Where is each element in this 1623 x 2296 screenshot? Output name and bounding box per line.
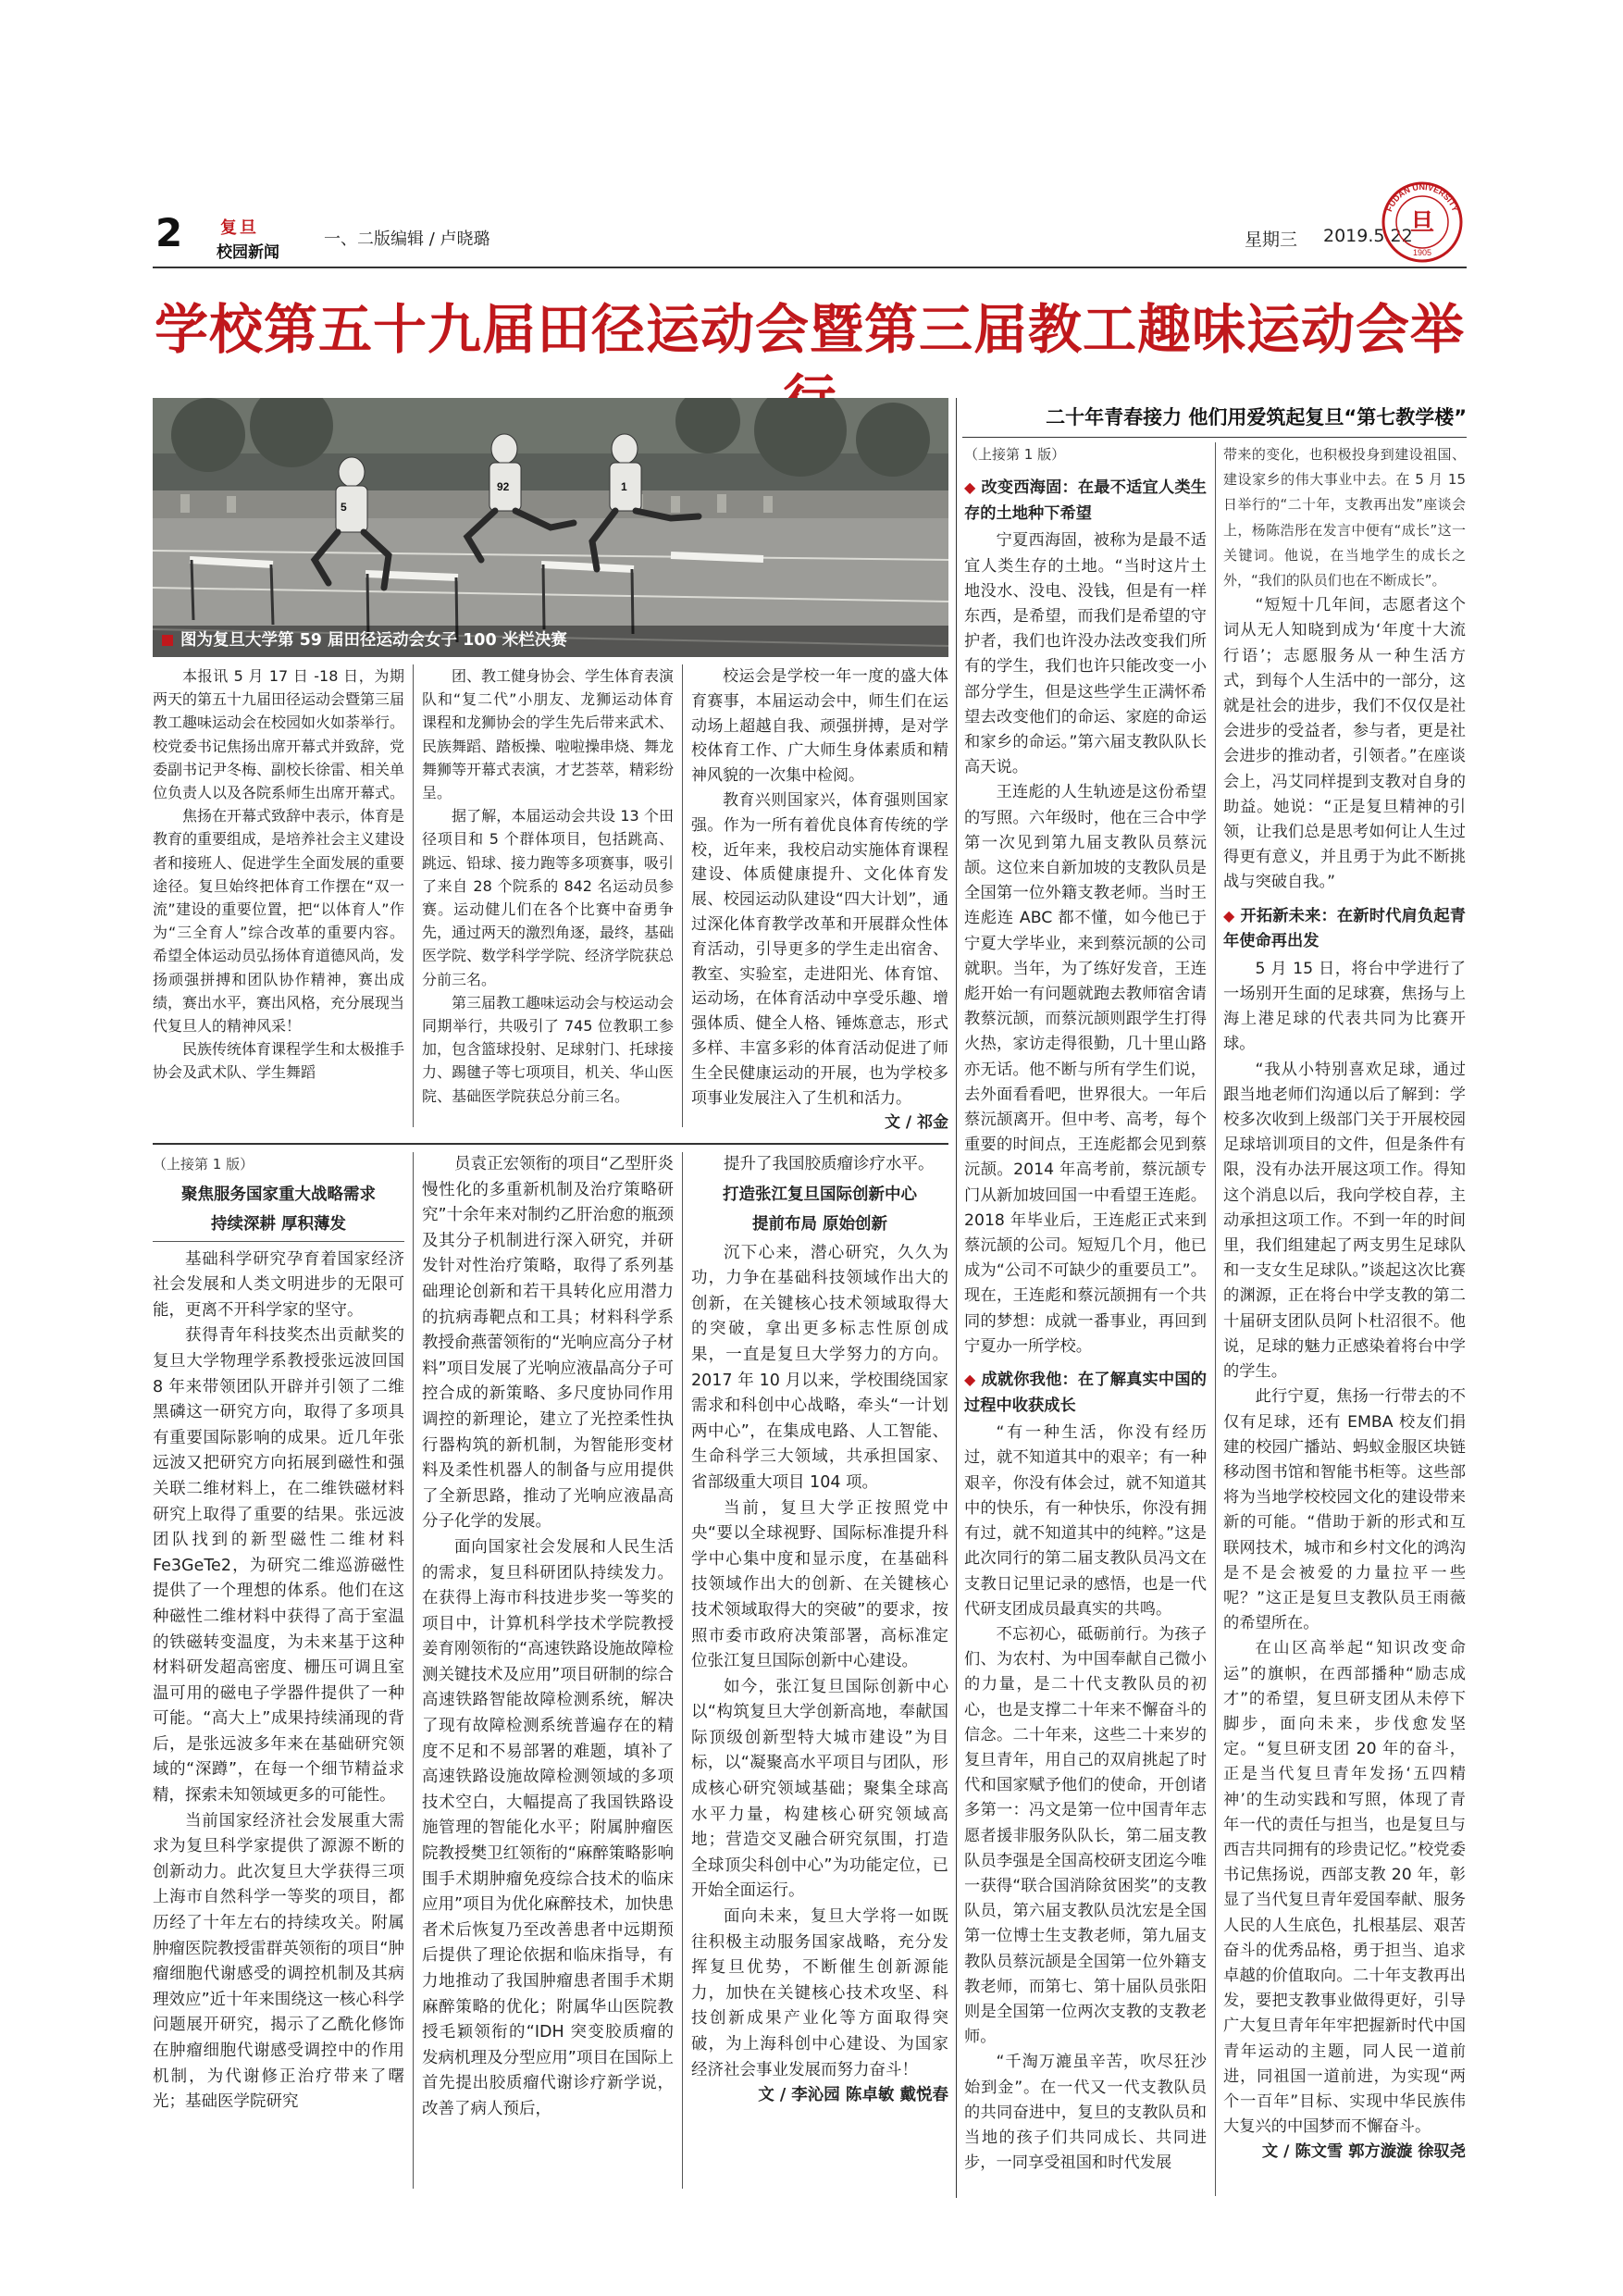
svg-text:5: 5 — [341, 501, 347, 514]
seal-icon — [1381, 180, 1464, 264]
teaching-paragraph: 不忘初心，砥砺前行。为孩子们、为农村、为中国奉献自己微小的力量，是二十代支教队员的初心，也是支撑二十年来不懈奋斗的信念。二十年来，这些二十来岁的复旦青年，用自己的双肩挑起了时代和国家赋予他们的使命，开创诸多第一：冯文是第一位中国青年志愿者援非服务队队长，第二届支教队员李强是全国高校研支团迄今唯一获得“联合国消除贫困奖”的支教队员，第六届支教队员沈宏是全国第一位博士生支教老师，第九届支教队员蔡沅颉是全国第一位外籍支教老师，而第七、第十届队员张阳则是全国第一位两次支教的支教老师。 — [964, 1624, 1207, 2047]
science-subtitle-2: 持续深耕 厚积薄发 — [210, 1214, 347, 1234]
science-paragraph: 面向国家社会发展和人民生活的需求，复旦科研团队持续发力。在获得上海市科技进步奖一等奖的项目中，计算机科学技术学院教授姜育刚领衔的“高速铁路设施故障检测关键技术及应用”项目研制的综合高速铁路智能故障检测系统，解决了现有故障检测系统普遍存在的精度不足和不易部署的难题，填补了高速铁路设施故障检测领域的多项技术空白，大幅提高了我国铁路设施管理的智能化水平；附属肿瘤医院教授樊卫红领衔的“麻醉策略影响围手术期肿瘤免疫综合技术的临床应用”项目为优化麻醉技术，加快患者术后恢复乃至改善患者中远期预后提供了理论依据和临床指导，有力地推动了我国肿瘤患者围手术期麻醉策略的优化；附属华山医院教授毛颖领衔的“IDH 突变胶质瘤的发病机理及分型应用”项目在国际上首先提出胶质瘤代谢诊疗新学说，改善了病人预后， — [422, 1537, 674, 2118]
science-mid-subtitle-2: 提前布局 原始创新 — [751, 1214, 888, 1234]
science-col-3 — [691, 1152, 948, 2198]
photo-caption: 图为复旦大学第 59 届田径运动会女子 100 米栏决赛 — [180, 631, 567, 650]
column-divider — [1215, 442, 1216, 2196]
sports-col-1 — [153, 664, 404, 1136]
svg-text:旦: 旦 — [1409, 209, 1435, 237]
teaching-paragraph: 宁夏西海固，被称为是最不适宜人类生存的土地。“当时这片土地没水、没电、没钱，但是有一样东西，是希望，而我们是希望的守护者，我们也许没办法改变我们所有的学生，我们也许只能改变一小部分学生，但是这些学生正满怀希望去改变他们的命运、家庭的命运和家乡的命运。”第六届支教队队长高天说。 — [964, 531, 1207, 777]
sports-paragraph: 校运会是学校一年一度的盛大体育赛事，本届运动会中，师生们在运动场上超越自我、顽强拼搏，是对学校体育工作、广大师生身体素质和精神风貌的一次集中检阅。 — [691, 667, 948, 786]
header-rule — [153, 267, 1467, 268]
column-divider — [956, 398, 957, 2198]
teaching-paragraph: 此行宁夏，焦扬一行带去的不仅有足球，还有 EMBA 校友们捐建的校园广播站、蚂蚁金服区块链移动图书馆和智能书柜等。这些部将为当地学校校园文化的建设带来新的可能。“借助于新的形式和互联网技术，城市和乡村文化的鸿沟是不是会被爱的力量拉平一些呢？”这正是复旦支教队员王雨薇的希望所在。 — [1223, 1387, 1466, 1633]
science-paragraph: 提升了我国胶质瘤诊疗水平。 — [724, 1155, 935, 1173]
hurdles-race-image — [153, 398, 948, 657]
svg-text:92: 92 — [497, 480, 510, 493]
teaching-paragraph: “短短十几年间，志愿者这个词从无人知晓到成为‘年度十大流行语’；志愿服务从一种生活方式，到每个人生活中的一部分，这就是社会的进步，我们不仅仅是社会进步的受益者，参与者，更是社会进步的推动者，引领者。”在座谈会上，冯艾同样提到支教对自身的助益。她说：“正是复旦精神的引领，让我们总是思考如何让人生过得更有意义，并且勇于为此不断挑战与突破自我。” — [1223, 596, 1466, 892]
teaching-section-heading: ◆ 开拓新未来：在新时代肩负起青年使命再出发 — [1223, 906, 1466, 951]
sports-paragraph: 焦扬在开幕式致辞中表示，体育是教育的重要组成，是培养社会主义建设者和接班人、促进学生全面发展的重要途径。复旦始终把体育工作摆在“双一流”建设的重要位置，把“以体育人”作为“三全育人”综合改革的重要内容。希望全体运动员弘扬体育道德风尚，发扬顽强拼搏和团队协作精神，赛出成绩，赛出水平，赛出风格，充分展现当代复旦人的精神风采！ — [153, 807, 404, 1036]
science-paragraph: 面向未来，复旦大学将一如既往积极主动服务国家战略，充分发挥复旦优势，不断催生创新源能力，加快在关键核心技术攻坚、科技创新成果产业化等方面取得突破，为上海科创中心建设、为国家经济社会事业发展而努力奋斗！ — [691, 1907, 948, 2079]
sports-paragraph: 团、教工健身协会、学生体育表演队和“复二代”小朋友、龙狮运动体育课程和龙狮协会的学生先后带来武术、民族舞蹈、踏板操、啦啦操串烧、舞龙舞狮等开幕式表演，才艺荟萃，精彩纷呈。 — [422, 667, 674, 802]
science-subtitle-1: 聚焦服务国家重大战略需求 — [181, 1185, 376, 1204]
science-paragraph: 员袁正宏领衔的项目“乙型肝炎慢性化的多重新机制及治疗策略研究”十余年来对制约乙肝治愈的瓶颈及其分子机制进行深入研究，并研发针对性治疗策略，取得了系列基础理论创新和若干具转化应用潜力的抗病毒靶点和工具；材料科学系教授俞燕蕾领衔的“光响应高分子材料”项目发展了光响应液晶高分子可控合成的新策略、多尺度协同作用调控的新理论，建立了光控柔性执行器构筑的新机制，为智能形变材料及柔性机器人的制备与应用提供了全新思路，推动了光响应液晶高分子化学的发展。 — [422, 1155, 674, 1532]
science-mid-subtitle-1: 打造张江复旦国际创新中心 — [723, 1185, 917, 1204]
teaching-paragraph: 王连彪的人生轨迹是这份希望的写照。六年级时，他在三合中学第一次见到第九届支教队员蔡沅颉。这位来自新加坡的支教队员是全国第一位外籍支教老师。当时王连彪连 ABC 都不懂，如今他已于宁夏大学毕业，来到蔡沅颉的公司就职。当年，为了练好发音，王连彪开始一有问题就跑去教师宿舍请教蔡沅颉，而蔡沅颉则跟学生打得火热，家访走得很勤，几十里山路亦无话。他不断与所有学生们说，去外面看看吧，世界很大。一年后蔡沅颉离开。但中考、高考，每个重要的时间点，王连彪都会见到蔡沅颉。2014 年高考前，蔡沅颉专门从新加坡回国一中看望王连彪。2018 年毕业后，王连彪正式来到蔡沅颉的公司。短短几个月，他已成为“公司不可缺少的重要员工”。现在，王连彪和蔡沅颉拥有一个共同的梦想：成就一番事业，再回到宁夏办一所学校。 — [964, 783, 1207, 1356]
issue-date: 2019.5.22 — [1323, 226, 1413, 246]
teaching-col-2 — [1223, 442, 1466, 2196]
university-seal — [1381, 180, 1464, 264]
science-paragraph: 获得青年科技奖杰出贡献奖的复旦大学物理学系教授张远波回国 8 年来带领团队开辟并引领了二维黑磷这一研究方向，取得了多项具有重要国际影响的成果。近几年张远波又把研究方向拓展到磁性和强关联二维材料上，在二维铁磁材料研究上取得了重要的结果。张远波团队找到的新型磁性二维材料 Fe3GeTe2，为研究二维巡游磁性提供了一个理想的体系。他们在这种磁性二维材料中获得了高于室温的铁磁转变温度，为未来基于这种材料研发超高密度、栅压可调且室温可用的磁电子学器件提供了一种可能。“高大上”成果持续涌现的背后，是张远波多年来在基础研究领域的“深蹲”，在每一个细节精益求精，探索未知领域更多的可能性。 — [153, 1326, 404, 1806]
masthead-section: 校园新闻 — [217, 243, 279, 262]
teaching-paragraph: “有一种生活，你没有经历过，就不知道其中的艰辛；有一种艰辛，你没有体会过，就不知道其中的快乐，有一种快乐，你没有拥有过，就不知道其中的纯粹。”这是此次同行的第二届支教队员冯文在支教日记里记录的感悟，也是一代代研支团成员最真实的共鸣。 — [964, 1423, 1207, 1619]
diamond-icon: ◆ — [964, 478, 976, 497]
sports-paragraph: 据了解，本届运动会共设 13 个田径项目和 5 个群体项目，包括跳高、跳远、铅球、接力跑等多项赛事，吸引了来自 28 个院系的 842 名运动员参赛。运动健儿们在各个比赛中奋勇争先，通过两天的激烈角逐，最终，基础医学院、数学科学学院、经济学院获总分前三名。 — [422, 807, 674, 988]
teaching-paragraph: 5 月 15 日，将台中学进行了一场别开生面的足球赛，焦扬与上海上港足球的代表共同为比赛开球。 — [1223, 959, 1466, 1054]
science-paragraph: 基础科学研究孕育着国家经济社会发展和人类文明进步的无限可能，更离不开科学家的坚守。 — [153, 1249, 404, 1320]
science-paragraph: 沉下心来，潜心研究，久久为功，力争在基础科技领域作出大的创新，在关键核心技术领域取得大的突破，拿出更多标志性原创成果，一直是复旦大学努力的方向。2017 年 10 月以来，学校围绕国家需求和科创中心战略，牵头“一计划两中心”，在集成电路、人工智能、生命科学三大领域，共承担国家、省部级重大项目 104 项。 — [691, 1243, 948, 1492]
masthead-logo: 复旦 — [220, 218, 259, 238]
sports-paragraph: 教育兴则国家兴，体育强则国家强。作为一所有着优良体育传统的学校，近年来，我校启动实施体育课程建设、体质健康提升、文化体育发展、校园运动队建设“四大计划”，通过深化体育教学改革和开展群众性体育活动，引导更多的学生走出宿舍、教室、实验室，走进阳光、体育馆、运动场，在体育活动中享受乐趣、增强体质、健全人格、锤炼意志，形式多样、丰富多彩的体育活动促进了师生全民健康运动的开展，也为学校多项事业发展注入了生机和活力。 — [691, 790, 948, 1108]
teaching-title-rule — [962, 437, 1467, 438]
sports-paragraph: 民族传统体育课程学生和太极推手协会及武术队、学生舞蹈 — [153, 1040, 404, 1082]
science-byline: 文 / 李沁园 陈卓敏 戴悦春 — [758, 2086, 948, 2105]
science-paragraph: 如今，张江复旦国际创新中心以“构筑复旦大学创新高地，奉献国际顶级创新型特大城市建设”为目标，以“凝聚高水平项目与团队，形成核心研究领域基础；聚集全球高水平力量，构建核心研究领域高地；营造交叉融合研究氛围，打造全球顶尖科创中心”为功能定位，已开始全面运行。 — [691, 1677, 948, 1901]
teaching-section-heading: ◆ 成就你我他：在了解真实中国的过程中收获成长 — [964, 1371, 1207, 1415]
column-divider — [413, 664, 414, 1127]
sports-byline: 文 / 祁金 — [884, 1113, 948, 1133]
sports-paragraph: 本报讯 5 月 17 日 -18 日，为期两天的第五十九届田径运动会暨第三届教工趣味运动会在校园如火如荼举行。校党委书记焦扬出席开幕式并致辞，党委副书记尹冬梅、副校长徐雷、相关单位负责人以及各院系师生出席开幕式。 — [153, 667, 404, 802]
science-col-1 — [153, 1152, 404, 2198]
sports-col-3 — [691, 664, 948, 1136]
page-header — [0, 0, 1623, 278]
page-number: 2 — [155, 210, 183, 255]
science-col-2 — [422, 1152, 674, 2198]
teaching-paragraph: “我从小特别喜欢足球，通过跟当地老师们沟通以后了解到：学校多次收到上级部门关于开展校园足球培训项目的文件，但是条件有限，没有办法开展这项工作。得知这个消息以后，我向学校自荐，主动承担这项工作。不到一年的时间里，我们组建起了两支男生足球队和一支女生足球队。”谈起这次比赛的渊源，正在将台中学支教的第二十届研支团队员阿卜杜沼很不。他说，足球的魅力正感染着将台中学的学生。 — [1223, 1060, 1466, 1382]
column-divider — [682, 1152, 683, 2189]
sports-paragraph: 第三届教工趣味运动会与校运动会同期举行，共吸引了 745 位教职工参加，包含篮球投射、足球射门、托球接力、踢毽子等七项项目，机关、华山医院、基础医学院获总分前三名。 — [422, 993, 674, 1105]
svg-text:FUDAN UNIVERSITY: FUDAN UNIVERSITY — [1384, 181, 1460, 214]
science-paragraph: 当前，复旦大学正按照党中央“要以全球视野、国际标准提升科学中心集中度和显示度，在基础科技领域作出大的创新、在关键核心技术领域取得大的突破”的要求，按照市委市政府决策部署，高标准定位张江复旦国际创新中心建设。 — [691, 1498, 948, 1671]
column-divider — [682, 664, 683, 1127]
teaching-title: 二十年青春接力 他们用爱筑起复旦“第七教学楼” — [1046, 406, 1467, 428]
teaching-section-heading: ◆ 改变西海固：在最不适宜人类生存的土地种下希望 — [964, 478, 1207, 523]
teaching-paragraph: 在山区高举起“知识改变命运”的旗帜，在西部播种“励志成才”的希望，复旦研支团从未停下脚步，面向未来，步伐愈发坚定。“复旦研支团 20 年的奋斗，正是当代复旦青年发扬‘五四精神’的生动实践和写照，体现了青年一代的责任与担当，也是复旦与西吉共同拥有的珍贵记忆。”校党委书记焦扬说，西部支教 20 年，彰显了当代复旦青年爱国奉献、服务人民的人生底色，扎根基层、艰苦奋斗的优秀品格，勇于担当、追求卓越的价值取向。二十年支教再出发，要把支教事业做得更好，引导广大复旦青年年牢把握新时代中国青年运动的主题，同人民一道前进，同祖国一道前进，为实现“两个一百年”目标、实现中华民族伟大复兴的中国梦而不懈奋斗。 — [1223, 1639, 1466, 2137]
svg-text:1: 1 — [621, 480, 627, 493]
column-divider — [413, 1152, 414, 2189]
teaching-byline: 文 / 陈文雪 郭方漩漩 徐驭尧 — [1261, 2142, 1466, 2162]
weekday: 星期三 — [1245, 230, 1298, 250]
section-rule — [153, 1143, 948, 1145]
teaching-paragraph: 带来的变化，也积极投身到建设祖国、建设家乡的伟大事业中去。在 5 月 15 日举行的“二十年，支教再出发”座谈会上，杨陈浩彤在发言中便有“成长”这一关键词。他说，在当地学生的成长之外，“我们的队员们也在不断成长”。 — [1223, 446, 1466, 590]
teaching-paragraph: “千淘万漉虽辛苦，吹尽狂沙始到金”。在一代又一代支教队员的共同奋进中，复旦的支教队员和当地的孩子们共同成长、共同进步，一同享受祖国和时代发展 — [964, 2053, 1207, 2173]
teaching-col-1 — [964, 442, 1207, 2196]
science-paragraph: 当前国家经济社会发展重大需求为复旦科学家提供了源源不断的创新动力。此次复旦大学获得三项上海市自然科学一等奖的项目，都历经了十年左右的持续攻关。附属肿瘤医院教授雷群英领衔的项目“肿瘤细胞代谢感受的调控机制及其病理效应”近十年来围绕这一核心科学问题展开研究，揭示了乙酰化修饰在肿瘤细胞代谢感受调控中的作用机制，为代谢修正治疗带来了曙光；基础医学院研究 — [153, 1811, 404, 2112]
diamond-icon: ◆ — [1223, 906, 1235, 925]
subtitle-rule — [153, 1241, 404, 1242]
editor-line: 一、二版编辑 / 卢晓璐 — [324, 230, 490, 249]
continued-note: （上接第 1 版） — [964, 446, 1066, 463]
main-headline: 学校第五十九届田径运动会暨第三届教工趣味运动会举 — [154, 298, 1465, 361]
hurdles-photo — [153, 398, 948, 657]
sports-col-2 — [422, 664, 674, 1136]
svg-text:1905: 1905 — [1412, 248, 1432, 257]
continued-note: （上接第 1 版） — [153, 1156, 254, 1173]
photo-caption-marker — [162, 635, 173, 646]
diamond-icon: ◆ — [964, 1371, 976, 1389]
